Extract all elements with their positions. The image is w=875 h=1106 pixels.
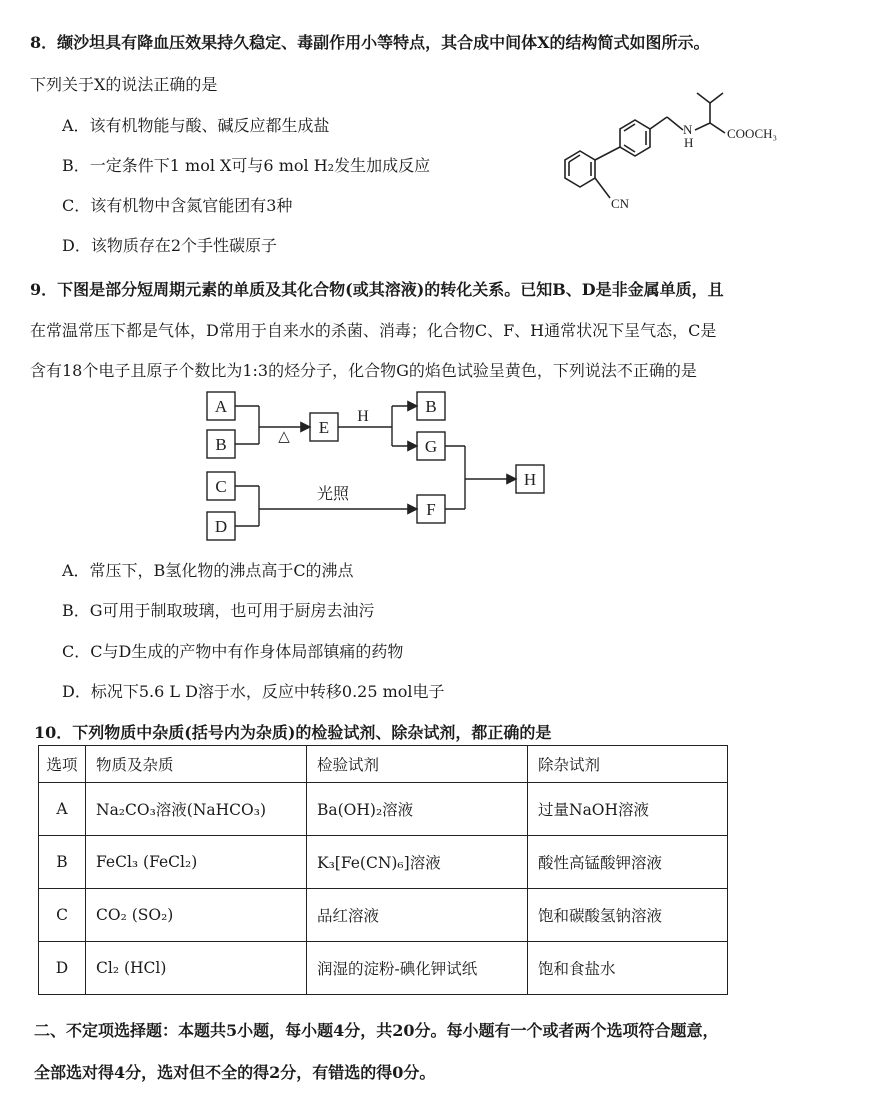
node-b: B: [215, 435, 227, 454]
condition-heat: △: [278, 429, 290, 445]
molecule-x-structure: [545, 85, 805, 220]
table-row: [39, 783, 728, 836]
amine-h-label: H: [684, 135, 694, 150]
node-c: C: [215, 477, 227, 496]
q9-stem-line2: 在常温常压下都是气体，D常用于自来水的杀菌、消毒；化合物C、F、H通常状况下呈气态，C是: [30, 321, 717, 340]
conversion-diagram: [195, 385, 555, 545]
row-label: D: [39, 942, 86, 995]
node-g: G: [424, 437, 438, 456]
table-row: [39, 836, 728, 889]
q9-option-b: B．G可用于制取玻璃，也可用于厨房去油污: [62, 601, 375, 620]
section2-instructions-line2: 全部选对得4分，选对但不全的得2分，有错选的得0分。: [34, 1063, 436, 1082]
test-reagent-cell: 润湿的淀粉-碘化钾试纸: [307, 942, 528, 995]
node-b-product: B: [425, 397, 437, 416]
q8-option-b: B．一定条件下1 mol X可与6 mol H₂发生加成反应: [62, 156, 431, 175]
q8-stem-line2: 下列关于X的说法正确的是: [30, 75, 218, 94]
section2-instructions-line1: 二、不定项选择题：本题共5小题，每小题4分，共20分。每小题有一个或者两个选项符合题意，: [34, 1021, 719, 1040]
header-substance: 物质及杂质: [86, 746, 307, 783]
q8-option-c: C．该有机物中含氮官能团有3种: [62, 196, 293, 215]
condition-light: 光照: [316, 486, 350, 503]
condition-h: H: [357, 408, 369, 425]
removal-reagent-cell: 酸性高锰酸钾溶液: [528, 836, 728, 889]
q10-table: [38, 745, 728, 995]
q8-option-a: A．该有机物能与酸、碱反应都生成盐: [62, 116, 330, 135]
table-header-row: [39, 746, 728, 783]
q9-option-d: D．标况下5.6 L D溶于水，反应中转移0.25 mol电子: [62, 682, 445, 701]
substance-cell: CO₂ (SO₂): [86, 889, 307, 942]
node-h: H: [523, 470, 537, 489]
q9-stem-line3: 含有18个电子且原子个数比为1:3的烃分子，化合物G的焰色试验呈黄色，下列说法不正确的是: [30, 361, 697, 380]
q9-option-a: A．常压下，B氢化物的沸点高于C的沸点: [62, 561, 354, 580]
substance-cell: Cl₂ (HCl): [86, 942, 307, 995]
test-reagent-cell: Ba(OH)₂溶液: [307, 783, 528, 836]
header-option: 选项: [39, 746, 86, 783]
amine-n-label: N: [683, 122, 693, 137]
substance-cell: FeCl₃ (FeCl₂): [86, 836, 307, 889]
table-row: [39, 889, 728, 942]
removal-reagent-cell: 饱和食盐水: [528, 942, 728, 995]
q8-option-d: D．该物质存在2个手性碳原子: [62, 236, 278, 255]
cyano-label: CN: [611, 196, 630, 211]
test-reagent-cell: 品红溶液: [307, 889, 528, 942]
removal-reagent-cell: 饱和碳酸氢钠溶液: [528, 889, 728, 942]
q9-stem-line1: 9．下图是部分短周期元素的单质及其化合物(或其溶液)的转化关系。已知B、D是非金属单质，且: [30, 280, 724, 299]
node-f: F: [426, 500, 436, 519]
table-row: [39, 942, 728, 995]
header-test-reagent: 检验试剂: [307, 746, 528, 783]
node-a: A: [214, 397, 228, 416]
node-e: E: [318, 418, 330, 437]
q8-stem-line1: 8．缬沙坦具有降血压效果持久稳定、毒副作用小等特点，其合成中间体X的结构简式如图所示。: [30, 33, 710, 52]
row-label: A: [39, 783, 86, 836]
row-label: B: [39, 836, 86, 889]
header-removal-reagent: 除杂试剂: [528, 746, 728, 783]
node-d: D: [214, 517, 228, 536]
q10-stem: 10．下列物质中杂质(括号内为杂质)的检验试剂、除杂试剂，都正确的是: [34, 723, 552, 742]
q9-option-c: C．C与D生成的产物中有作身体局部镇痛的药物: [62, 642, 404, 661]
ester-label: COOCH₃: [727, 126, 778, 141]
test-reagent-cell: K₃[Fe(CN)₆]溶液: [307, 836, 528, 889]
removal-reagent-cell: 过量NaOH溶液: [528, 783, 728, 836]
substance-cell: Na₂CO₃溶液(NaHCO₃): [86, 783, 307, 836]
row-label: C: [39, 889, 86, 942]
